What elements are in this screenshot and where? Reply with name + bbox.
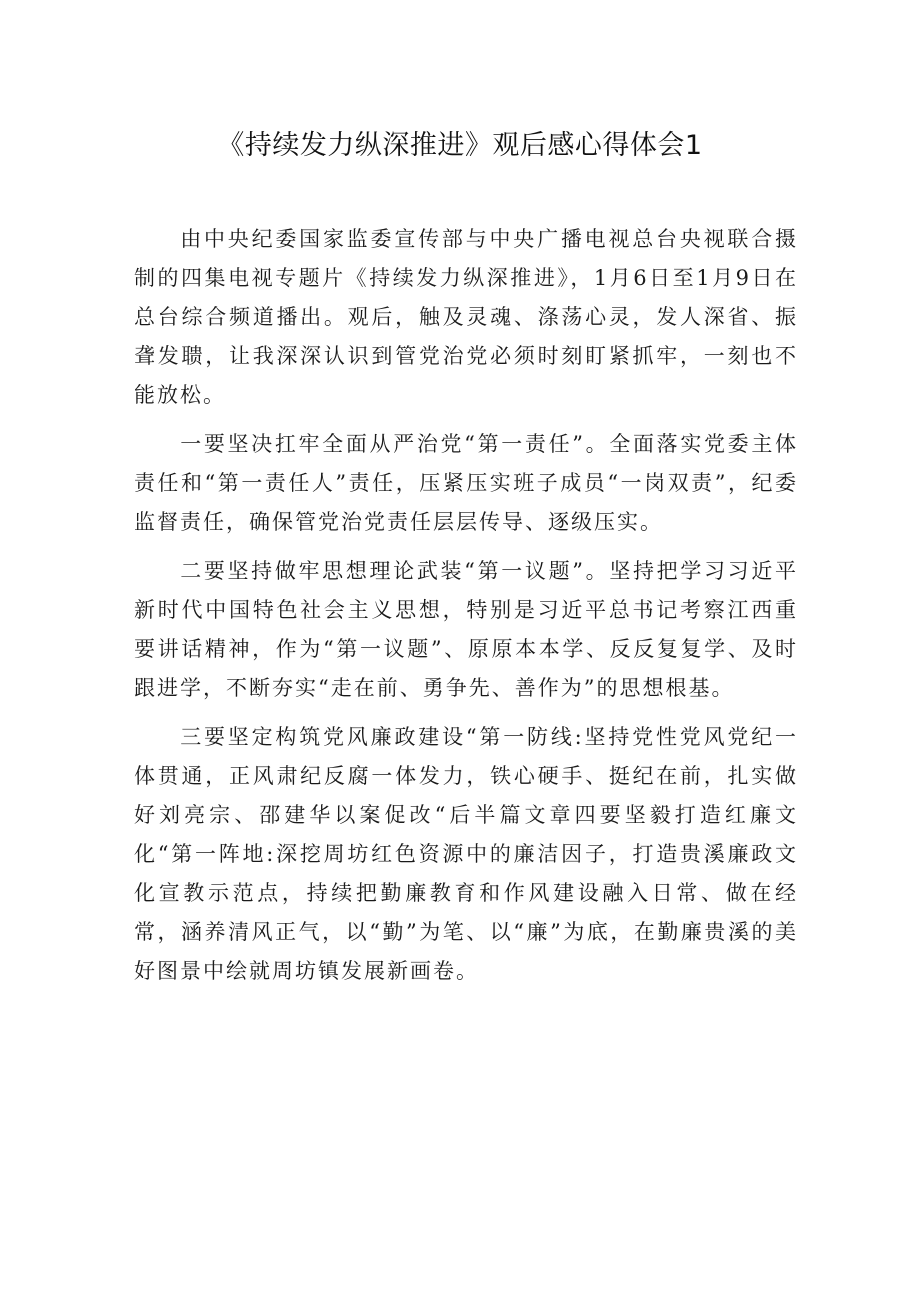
paragraph-first-agenda: 二要坚持做牢思想理论武装“第一议题”。坚持把学习习近平新时代中国特色社会主义思想，特别是习近平总书记考察江西重要讲话精神，作为“第一议题”、原原本本学、反反复复学、及时跟进学，不断夯实“走在前、勇争先、善作为”的思想根基。 — [134, 559, 798, 700]
document-title: 《持续发力纵深推进》观后感心得体会1 — [217, 130, 703, 161]
paragraph-first-defense: 三要坚定构筑党风廉政建设“第一防线:坚持党性党风党纪一体贯通，正风肃纪反腐一体发力，铁心硬手、挺纪在前，扎实做好刘亮宗、邵建华以案促改“后半篇文章四要坚毅打造红廉文化“第一阵地:深挖周坊红色资源中的廉洁因子，打造贵溪廉政文化宣教示范点，持续把勤廉教育和作风建设融入日常、做在经常，涵养清风正气，以“勤”为笔、以“廉”为底，在勤廉贵溪的美好图景中绘就周坊镇发展新画卷。 — [134, 725, 798, 983]
paragraph-first-responsibility: 一要坚决扛牢全面从严治党“第一责任”。全面落实党委主体责任和“第一责任人”责任，压紧压实班子成员“一岗双责”，纪委监督责任，确保管党治党责任层层传导、逐级压实。 — [134, 432, 798, 534]
document-body — [134, 220, 798, 1001]
paragraph-intro: 由中央纪委国家监委宣传部与中央广播电视总台央视联合摄制的四集电视专题片《持续发力纵深推进》，1月6日至1月9日在总台综合频道播出。观后，触及灵魂、涤荡心灵，发人深省、振聋发聩，让我深深认识到管党治党必须时刻盯紧抓牢，一刻也不能放松。 — [134, 227, 798, 407]
